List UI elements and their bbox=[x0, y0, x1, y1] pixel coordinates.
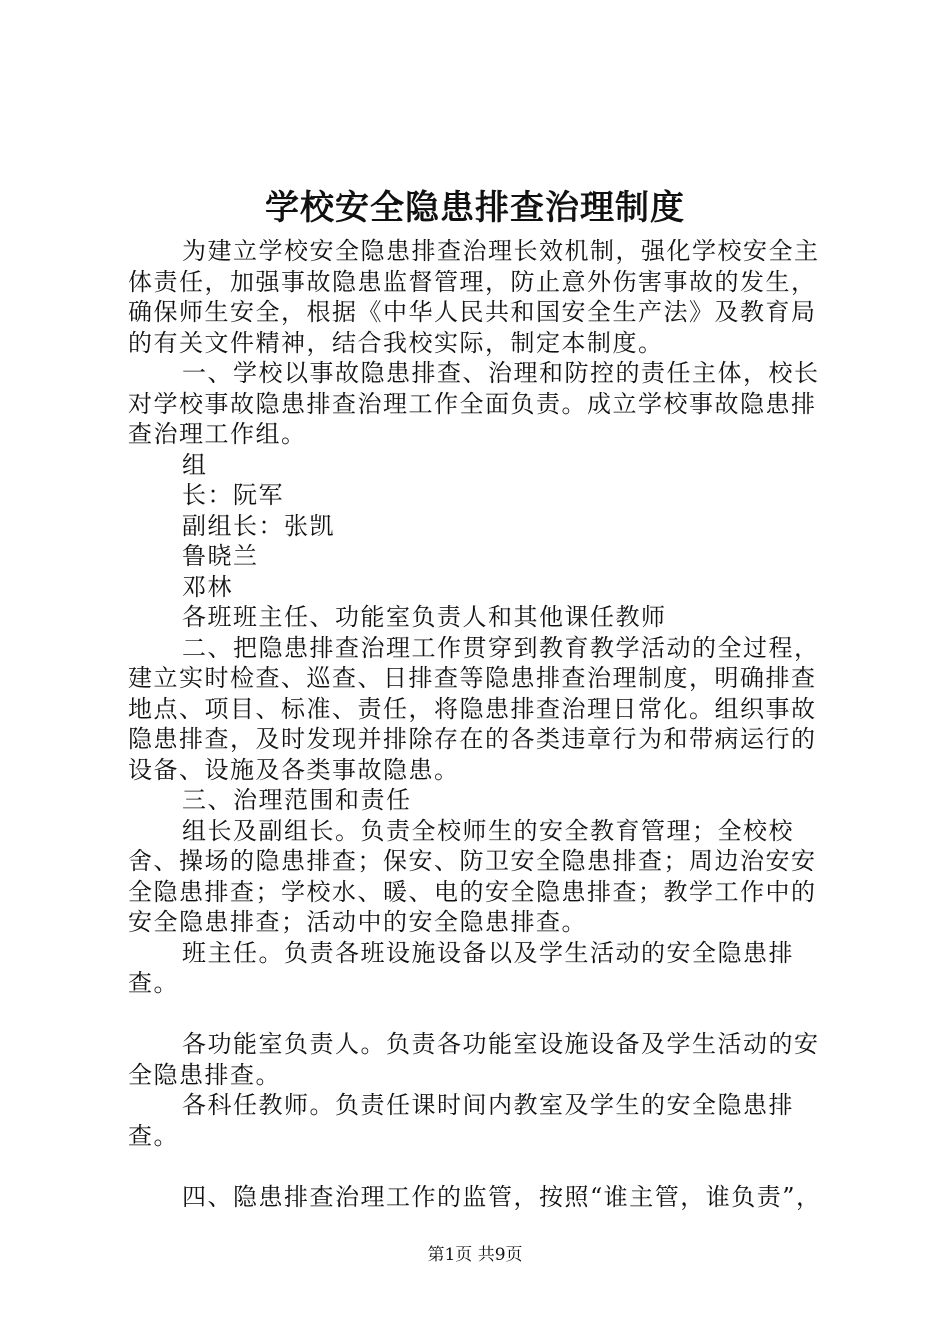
paragraph-group-leader: 长：阮军 bbox=[182, 481, 284, 509]
paragraph-section-4: 四、隐患排查治理工作的监管，按照“谁主管，谁负责”， bbox=[182, 1182, 822, 1211]
paragraph-function-room-duties: 各功能室负责人。负责各功能室设施设备及学生活动的安全隐患排查。 bbox=[128, 1030, 820, 1089]
paragraph-leader-duties: 组长及副组长。负责全校师生的安全教育管理；全校校舍、操场的隐患排查；保安、防卫安全隐患排查；周边治安安全隐患排查；学校水、暖、电的安全隐患排查；教学工作中的安全隐患排查；活动中的安全隐患排查。 bbox=[128, 816, 817, 936]
paragraph-member-1: 鲁晓兰 bbox=[182, 542, 259, 570]
paragraph-section-3-heading: 三、治理范围和责任 bbox=[182, 786, 412, 814]
paragraph-members-others: 各班班主任、功能室负责人和其他课任教师 bbox=[182, 603, 667, 631]
paragraph-subject-teacher-duties: 各科任教师。负责任课时间内教室及学生的安全隐患排查。 bbox=[128, 1091, 794, 1150]
paragraph-section-1: 一、学校以事故隐患排查、治理和防控的责任主体，校长对学校事故隐患排查治理工作全面负责。成立学校事故隐患排查治理工作组。 bbox=[128, 359, 820, 448]
paragraph-section-2: 二、把隐患排查治理工作贯穿到教育教学活动的全过程，建立实时检查、巡查、日排查等隐患排查治理制度，明确排查地点、项目、标准、责任，将隐患排查治理日常化。组织事故隐患排查，及时发现并排除存在的各类违章行为和带病运行的设备、设施及各类事故隐患。 bbox=[128, 633, 820, 784]
blank-line bbox=[128, 1151, 838, 1182]
paragraph-intro: 为建立学校安全隐患排查治理长效机制，强化学校安全主体责任，加强事故隐患监督管理，防止意外伤害事故的发生，确保师生安全，根据《中华人民共和国安全生产法》及教育局的有关文件精神，结合我校实际，制定本制度。 bbox=[128, 237, 820, 357]
blank-line bbox=[128, 999, 838, 1030]
paragraph-deputy-leader: 副组长：张凯 bbox=[182, 511, 335, 540]
paragraph-member-2: 邓林 bbox=[182, 572, 233, 601]
document-body bbox=[128, 236, 838, 1212]
paragraph-group-label: 组 bbox=[182, 450, 208, 479]
paragraph-class-teacher-duties: 班主任。负责各班设施设备以及学生活动的安全隐患排查。 bbox=[128, 938, 794, 997]
document-title: 学校安全隐患排查治理制度 bbox=[265, 188, 685, 228]
page-footer: 第1页 共9页 bbox=[427, 1245, 523, 1265]
